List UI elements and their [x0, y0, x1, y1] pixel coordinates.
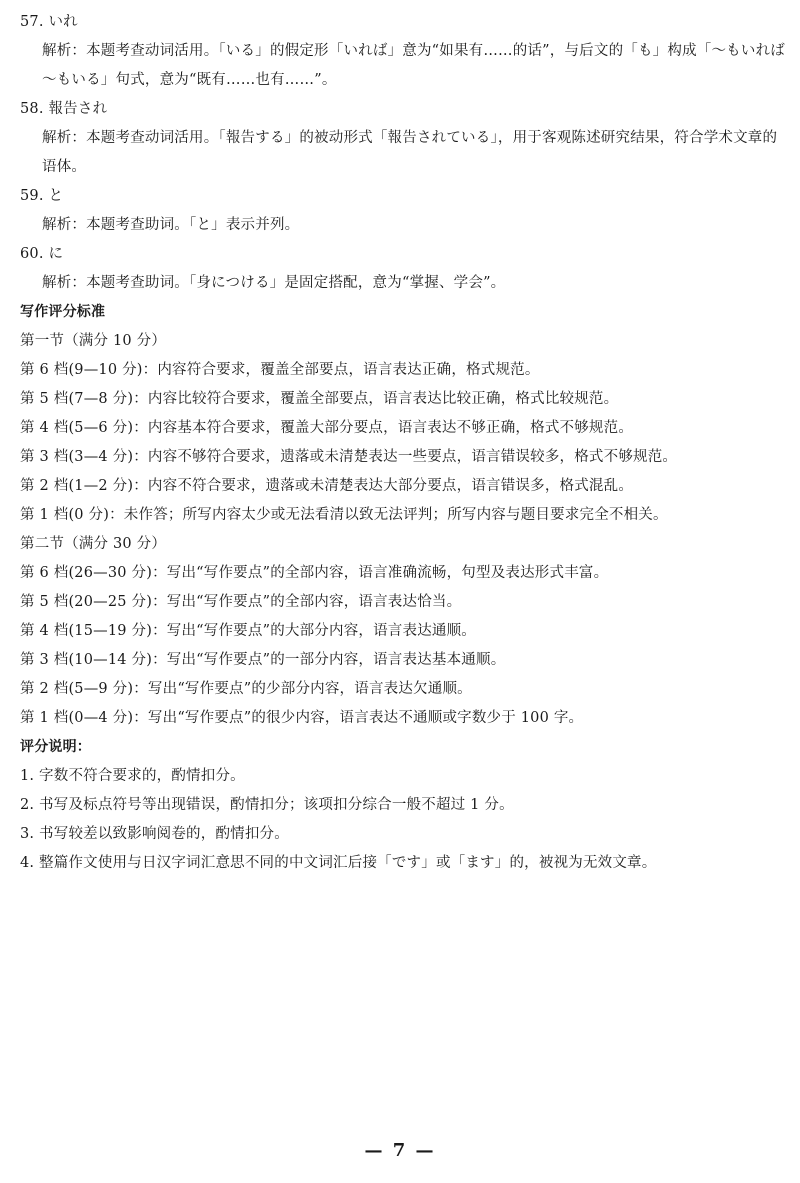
section2-level-1: 第 1 档(0—4 分)：写出“写作要点”的很少内容，语言表达不通顺或字数少于 100 字。	[20, 710, 584, 726]
section1-title: 第一节（满分 10 分）	[20, 333, 167, 349]
section1-level-6: 第 6 档(9—10 分)：内容符合要求，覆盖全部要点，语言表达正确，格式规范。	[20, 362, 540, 378]
section2-level-3: 第 3 档(10—14 分)：写出“写作要点”的一部分内容，语言表达基本通顺。	[20, 652, 506, 668]
answer-60: 60. に	[20, 246, 64, 262]
analysis-59: 解析：本题考查助词。「と」表示并列。	[42, 217, 300, 233]
answer-59: 59. と	[20, 188, 64, 204]
section1-level-3: 第 3 档(3—4 分)：内容不够符合要求，遗落或未清楚表达一些要点，语言错误较多，格式不够规范。	[20, 449, 678, 465]
section2-level-2: 第 2 档(5—9 分)：写出“写作要点”的少部分内容，语言表达欠通顺。	[20, 681, 472, 697]
section2-level-4: 第 4 档(15—19 分)：写出“写作要点”的大部分内容，语言表达通顺。	[20, 623, 476, 639]
section2-level-5: 第 5 档(20—25 分)：写出“写作要点”的全部内容，语言表达恰当。	[20, 594, 462, 610]
analysis-58: 解析：本题考查动词活用。「報告する」的被动形式「報告されている」，用于客观陈述研究结果，符合学术文章的语体。	[42, 130, 778, 175]
scoring-note-4: 4. 整篇作文使用与日汉字词汇意思不同的中文词汇后接「です」或「ます」的，被视为无效文章。	[20, 855, 657, 871]
section1-level-2: 第 2 档(1—2 分)：内容不符合要求，遗落或未清楚表达大部分要点，语言错误多，格式混乱。	[20, 478, 634, 494]
section2-title: 第二节（满分 30 分）	[20, 536, 167, 552]
answer-57: 57. いれ	[20, 14, 78, 30]
section1-level-4: 第 4 档(5—6 分)：内容基本符合要求，覆盖大部分要点，语言表达不够正确，格式不够规范。	[20, 420, 634, 436]
document-page	[20, 8, 785, 878]
scoring-note-1: 1. 字数不符合要求的，酌情扣分。	[20, 768, 245, 784]
analysis-60: 解析：本题考查助词。「身につける」是固定搭配，意为“掌握、学会”。	[42, 275, 506, 291]
scoring-note-2: 2. 书写及标点符号等出现错误，酌情扣分；该项扣分综合一般不超过 1 分。	[20, 797, 514, 813]
writing-criteria-title: 写作评分标准	[20, 304, 106, 320]
answer-58: 58. 報告され	[20, 101, 108, 117]
analysis-57: 解析：本题考查动词活用。「いる」的假定形「いれば」意为“如果有……的话”，与后文的「も」构成「～もいれば～もいる」句式，意为“既有……也有……”。	[42, 43, 785, 88]
page-number: — 7 —	[364, 1140, 436, 1161]
section2-level-6: 第 6 档(26—30 分)：写出“写作要点”的全部内容，语言准确流畅，句型及表达形式丰富。	[20, 565, 609, 581]
scoring-notes-title: 评分说明：	[20, 739, 91, 755]
section1-level-5: 第 5 档(7—8 分)：内容比较符合要求，覆盖全部要点，语言表达比较正确，格式比较规范。	[20, 391, 619, 407]
scoring-note-3: 3. 书写较差以致影响阅卷的，酌情扣分。	[20, 826, 289, 842]
section1-level-1: 第 1 档(0 分)：未作答；所写内容太少或无法看清以致无法评判；所写内容与题目要求完全不相关。	[20, 507, 668, 523]
